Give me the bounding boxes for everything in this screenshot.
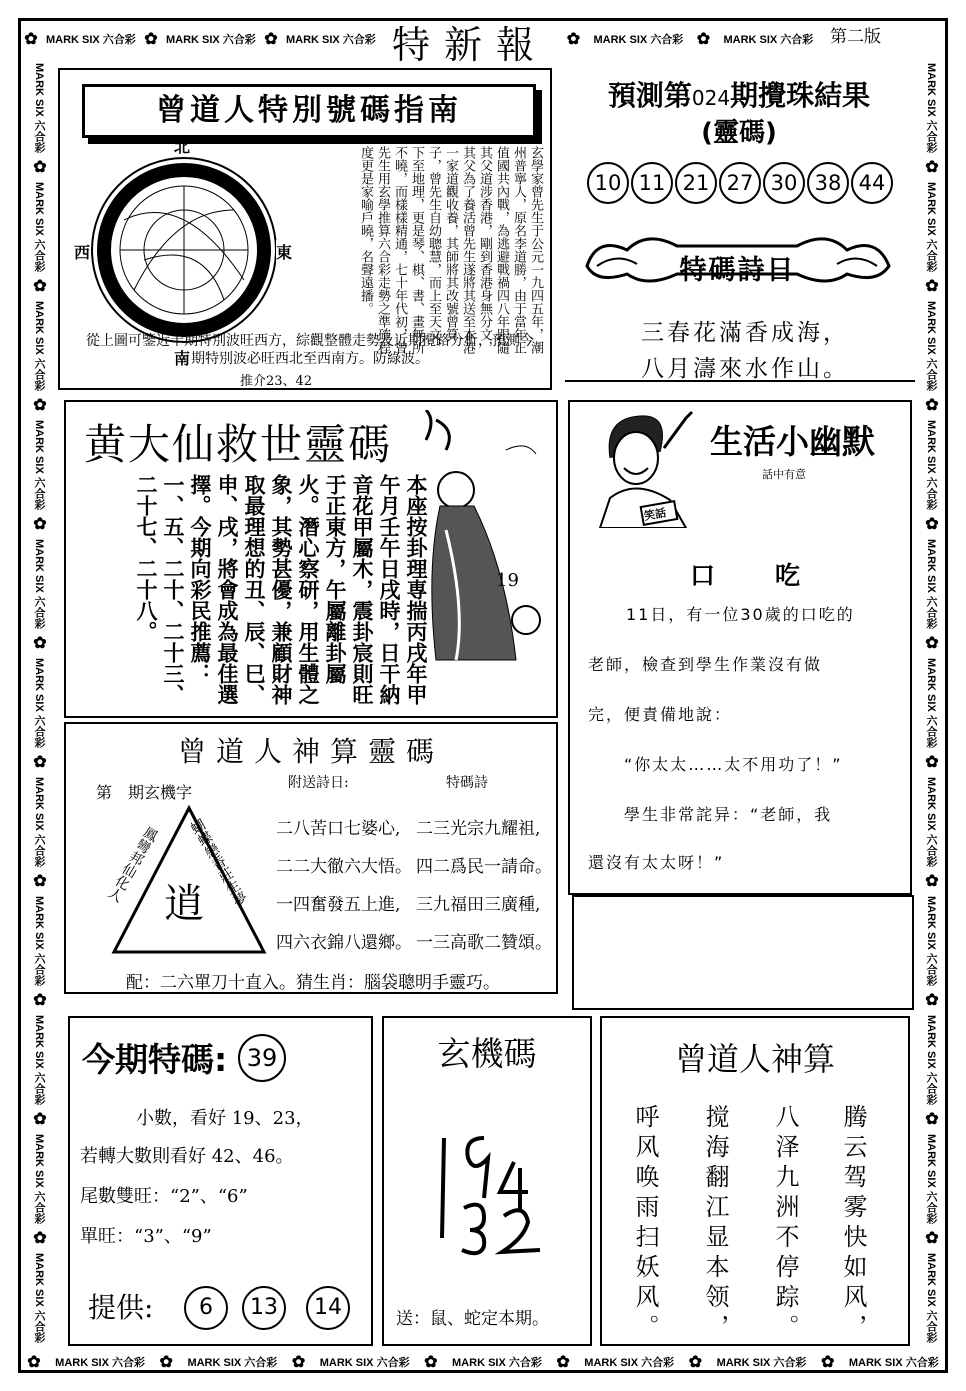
- compass-south: 南: [174, 349, 191, 368]
- guide-title: 曾道人特別號碼指南: [82, 84, 536, 138]
- prediction-balls: [587, 162, 893, 204]
- issue-number: 024: [691, 86, 731, 110]
- divine-footer: 配：二六單刀十直入。猜生肖：腦袋聰明手靈巧。: [126, 973, 500, 993]
- guide-biography: 玄學家曾先生于公元一九四五年，潮州普寧人，原名李道勝，由于當年正值國共內戰，為逃避戰禍四八年跟隨其父道涉香港，剛到香港身無分文，其父為了養活曾先生遂將其送至本港一家道觀收養，其師將其改號曾算子，曾先生自幼聰慧，而上至天文，下至地理，更是琴、棋、書、畫無所不曉，而樣樣精通，七十年代初，曾先生用玄學推算六合彩走勢之準確程度更是家喻戶曉，名聲遠播。: [358, 146, 543, 354]
- guide-section: [58, 68, 552, 390]
- guide-note: 從上圖可鑒近十期特別波旺西方，綜觀整體走勢及近期攪路分析，預測今期特別波必旺西北至西南方。防綠波。: [86, 333, 534, 367]
- poem-line: 八月濤來水作山。: [641, 356, 849, 382]
- wong-title: 黄大仙救世靈碼: [84, 420, 393, 469]
- provide-label: 提供:: [88, 1291, 154, 1324]
- ball-number: 38: [807, 162, 849, 204]
- ball-number: 21: [675, 162, 717, 204]
- prediction-section: [565, 68, 913, 393]
- handwritten-code-text: [384, 1268, 590, 1269]
- divine-line: 二二大徹六大悟。: [276, 857, 412, 877]
- poem8-title: 曾道人神算: [674, 1040, 835, 1078]
- special-main-number: 39: [238, 1034, 286, 1082]
- divine-line: 四六衣錦八還鄉。: [276, 933, 412, 953]
- guide-recommend: 推介23、42: [240, 374, 313, 389]
- poem8-column: 呼风唤雨扫妖风。: [631, 1104, 659, 1344]
- special-line: 尾數雙旺：“2”、“6”: [80, 1186, 248, 1207]
- empty-box: [572, 895, 914, 1010]
- divine-line: 二三光宗九耀祖,: [416, 819, 541, 839]
- border-bottom: ✿ MARK SIX 六合彩 ✿ MARK SIX 六合彩 ✿ MARK SIX 六合彩 ✿ MARK SIX 六合彩 ✿ MARK SIX 六合彩 ✿ MARK SIX 六合彩 ✿ MARK SIX 六合彩: [27, 1354, 939, 1371]
- humor-subtitle: 話中有意: [762, 468, 806, 481]
- edition-label: 第二版: [830, 27, 881, 47]
- xuanji-section: [382, 1016, 592, 1346]
- border-top: ✿ MARK SIX 六合彩 ✿ MARK SIX 六合彩 ✿ MARK SIX 六合彩: [24, 31, 376, 48]
- handwritten-code: [424, 1118, 564, 1258]
- triangle-center-char: 逍: [164, 881, 204, 927]
- humor-title: 生活小幽默: [710, 422, 875, 461]
- special-number-section: [68, 1016, 373, 1346]
- poem8-column: 八泽九洲不停踪。: [771, 1104, 799, 1344]
- story-line: 還沒有太太呀！”: [588, 853, 725, 872]
- ball-number: 11: [631, 162, 673, 204]
- joke-badge: 笑話: [643, 506, 668, 523]
- divine-line: 三九福田三廣種,: [416, 895, 541, 915]
- ball-number: 10: [587, 162, 629, 204]
- triangle-right-text: 蝴蝶戀香莊生夢: [186, 816, 250, 910]
- poem8-column: 腾云驾雾快如风，: [839, 1104, 867, 1344]
- story-line: “你太太……太不用功了！”: [624, 755, 843, 774]
- compass-north: 北: [174, 137, 191, 156]
- border-left: MARK SIX 六合彩 ✿ MARK SIX 六合彩 ✿ MARK SIX 六合彩 ✿ MARK SIX 六合彩 ✿ MARK SIX 六合彩 ✿ MARK SIX 六合彩 ✿ MARK SIX 六合彩 ✿ MARK SIX 六合彩 ✿ MARK SIX 六合彩 ✿ MARK SIX 六合彩 ✿ MARK SIX 六合彩: [30, 62, 48, 1343]
- story-heading: 口吃: [690, 561, 861, 590]
- special-title: 今期特碼:: [82, 1040, 228, 1079]
- prediction-subtitle: (靈碼): [701, 118, 777, 148]
- ball-number: 30: [763, 162, 805, 204]
- xuanji-title: 玄機碼: [437, 1034, 537, 1073]
- special-line: 單旺：“3”、“9”: [80, 1226, 212, 1247]
- poem-header: 特碼詩: [446, 775, 488, 791]
- poem-line: 三春花滿香成海，: [641, 320, 849, 346]
- immortal-figure-icon: [396, 410, 556, 670]
- divine-line: 一四奮發五上進,: [276, 895, 401, 915]
- story-line: 老師，檢查到學生作業沒有做: [588, 655, 823, 674]
- divine-line: 一三高歌二贊頌。: [416, 933, 552, 953]
- triangle-left-text: 鳳彎邦仙化人: [104, 823, 161, 905]
- divine-line: 四二爲民一請命。: [416, 857, 552, 877]
- divine-code-section: [64, 722, 558, 994]
- story-line: 學生非常詫异：“老師，我: [624, 805, 833, 824]
- compass-west: 西: [74, 240, 90, 263]
- divine-line: 二八苦口七婆心,: [276, 819, 401, 839]
- humor-section: [568, 400, 912, 895]
- divider-line: [565, 380, 915, 382]
- divine-poem-section: [600, 1016, 910, 1346]
- provide-number: 14: [306, 1286, 350, 1330]
- masthead-title: 特新報: [391, 23, 548, 67]
- divine-title: 曾道人神算靈碼: [177, 735, 444, 768]
- provide-number: 13: [242, 1286, 286, 1330]
- compass-diagram: [84, 150, 284, 350]
- compass-east: 東: [276, 240, 292, 263]
- xuanji-footer: 送：鼠、蛇定本期。: [396, 1309, 549, 1329]
- border-top-right: ✿ MARK SIX 六合彩 ✿ MARK SIX 六合彩: [566, 31, 814, 48]
- special-line: 小數，看好 19、23，: [136, 1108, 314, 1129]
- border-right: MARK SIX 六合彩 ✿ MARK SIX 六合彩 ✿ MARK SIX 六合彩 ✿ MARK SIX 六合彩 ✿ MARK SIX 六合彩 ✿ MARK SIX 六合彩 ✿ MARK SIX 六合彩 ✿ MARK SIX 六合彩 ✿ MARK SIX 六合彩 ✿ MARK SIX 六合彩 ✿ MARK SIX 六合彩: [922, 62, 940, 1343]
- story-line: 完，便責備地說：: [588, 705, 733, 724]
- special-line: 若轉大數則看好 42、46。: [80, 1146, 294, 1167]
- poem-title: 特碼詩日: [679, 255, 796, 286]
- riddle-header: 第 期玄機字: [96, 783, 193, 802]
- provide-number: 6: [184, 1286, 228, 1330]
- poem8-column: 搅海翻江显本领，: [701, 1104, 729, 1344]
- prediction-title: 預測第024期攪珠結果: [607, 79, 871, 112]
- wong-tai-sin-section: [64, 400, 558, 718]
- wong-text: 本座按卦理専揣丙戌年甲午月壬午日戌時，日干納音花甲屬木，震卦宸則旺于正東方，午屬離卦屬火。潛心察研，用生體之象，其勢甚優，兼顧財神取最理想的丑、辰、巳、申、戌，將會成為最佳選擇。今期向彩民推薦：一、五、二十、二十三、二十七、二十八。: [134, 474, 429, 705]
- ball-number: 27: [719, 162, 761, 204]
- poem-date-header: 附送詩日:: [288, 775, 349, 791]
- ball-number: 44: [851, 162, 893, 204]
- wong-number: 19: [496, 570, 519, 591]
- story-line: 11日，有一位30歲的口吃的: [626, 605, 855, 624]
